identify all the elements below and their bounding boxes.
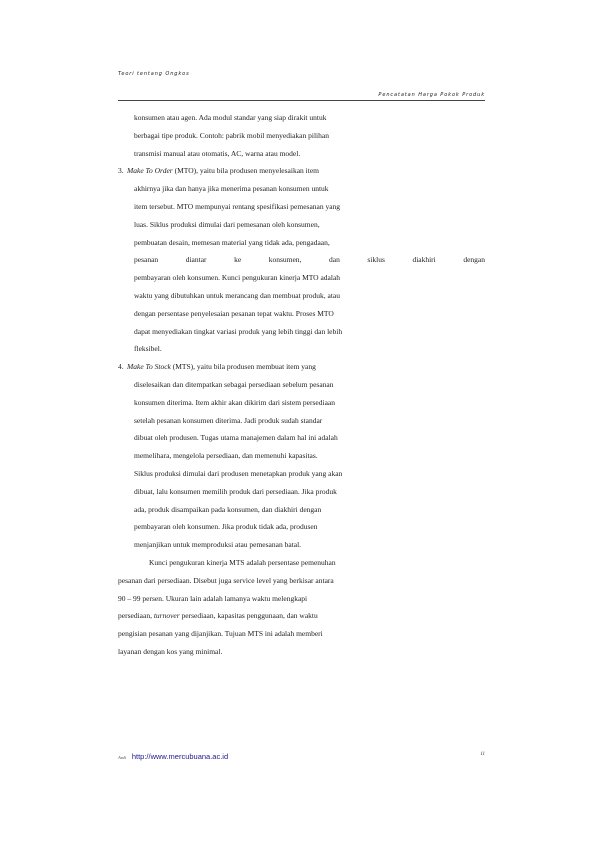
word: dan <box>328 255 340 265</box>
word: ke <box>234 255 242 265</box>
text-line: layanan dengan kos yang minimal. <box>118 647 223 656</box>
text-span: persediaan, kapasitas penggunaan, dan waktu <box>179 611 318 621</box>
text-line: dibuat, lalu konsumen memilih produk dari persediaan. Jika produk <box>134 486 337 496</box>
text-line: menjanjikan untuk memproduksi atau pemesanan batal. <box>134 540 302 550</box>
footer-url-link[interactable]: http://www.mercubuana.ac.id <box>131 752 229 761</box>
text-line: item tersebut. MTO mempunyai rentang spesifikasi pemesanan yang <box>134 202 341 211</box>
text-line: fleksibel. <box>134 344 162 354</box>
term-turnover: turnover <box>153 611 180 621</box>
term-make-to-stock: Make To Stock <box>127 362 171 372</box>
text-line <box>118 611 318 621</box>
text-span: persediaan, <box>118 611 154 621</box>
list-item-3-text: (MTO), yaitu bila produsen menyelesaikan item <box>172 166 319 176</box>
word: diakhiri <box>412 255 436 265</box>
text-line: transmisi manual atau otomatis, AC, warna atau model. <box>134 148 301 158</box>
text-line: berbagai tipe produk. Contoh: pabrik mobil menyediakan pilihan <box>134 130 329 140</box>
word: dengan <box>463 255 485 265</box>
text-line: ada, produk disampaikan pada konsumen, dan diakhiri dengan <box>134 504 322 514</box>
text-line: dengan persentase penyelesaian pesanan tepat waktu. Proses MTO <box>134 308 334 318</box>
text-line: diselesaikan dan ditempatkan sebagai persediaan sebelum pesanan <box>134 380 334 389</box>
footer-left <box>118 752 228 761</box>
list-item-3-number: 3. <box>118 166 124 176</box>
header-rule <box>118 100 485 101</box>
text-line: dapat menyediakan tingkat variasi produk yang lebih tinggi dan lebih <box>134 326 343 336</box>
text-line: dibuat oleh produsen. Tugas utama manajemen dalam hal ini adalah <box>134 433 338 443</box>
word: diantar <box>185 255 207 265</box>
text-line: Siklus produksi dimulai dari produsen menetapkan produk yang akan <box>134 469 343 478</box>
footer-author: Ardi <box>118 755 126 760</box>
text-line: konsumen atau agen. Ada modul standar yang siap dirakit untuk <box>134 113 327 122</box>
text-line: pembuatan desain, memesan material yang tidak ada, pengadaan, <box>134 237 330 247</box>
list-item-3-heading <box>127 166 319 176</box>
running-header-title: Teori tentang Ongkos <box>118 71 190 77</box>
text-line: memelihara, mengelola persediaan, dan memenuhi kapasitas. <box>134 451 318 461</box>
word: siklus <box>367 255 385 265</box>
term-make-to-order: Make To Order <box>127 166 173 176</box>
text-line: luas. Siklus produksi dimulai dari pemesanan oleh konsumen, <box>134 219 320 229</box>
text-line: konsumen diterima. Item akhir akan dikirim dari sistem persediaan <box>134 397 335 407</box>
list-item-4-number: 4. <box>118 362 124 372</box>
list-item-4-text: (MTS), yaitu bila produsen membuat item yang <box>170 362 316 372</box>
text-line: setelah pesanan konsumen diterima. Jadi produk sudah standar <box>134 415 323 425</box>
text-line: pembayaran oleh konsumen. Jika produk tidak ada, produsen <box>134 522 318 532</box>
justified-line <box>134 255 485 265</box>
text-line: waktu yang dibutuhkan untuk merancang dan membuat produk, atau <box>134 291 340 300</box>
word: konsumen, <box>268 255 302 265</box>
page-number: 11 <box>480 752 485 757</box>
text-line: pengisian pesanan yang dijanjikan. Tujuan MTS ini adalah memberi <box>118 629 323 639</box>
list-item-4-heading <box>127 362 316 372</box>
paragraph-first-line: Kunci pengukuran kinerja MTS adalah persentase pemenuhan <box>149 558 336 567</box>
text-line: akhirnya jika dan hanya jika menerima pesanan konsumen untuk <box>134 184 329 194</box>
running-header-subtitle: Pencatatan Harga Pokok Produk <box>378 92 485 98</box>
text-line: 90 – 99 persen. Ukuran lain adalah lamanya waktu melengkapi <box>118 593 308 603</box>
text-line: pesanan dari persediaan. Disebut juga service level yang berkisar antara <box>118 575 334 585</box>
word: pesanan <box>134 255 159 265</box>
text-line: pembayaran oleh konsumen. Kunci pengukuran kinerja MTO adalah <box>134 273 341 283</box>
